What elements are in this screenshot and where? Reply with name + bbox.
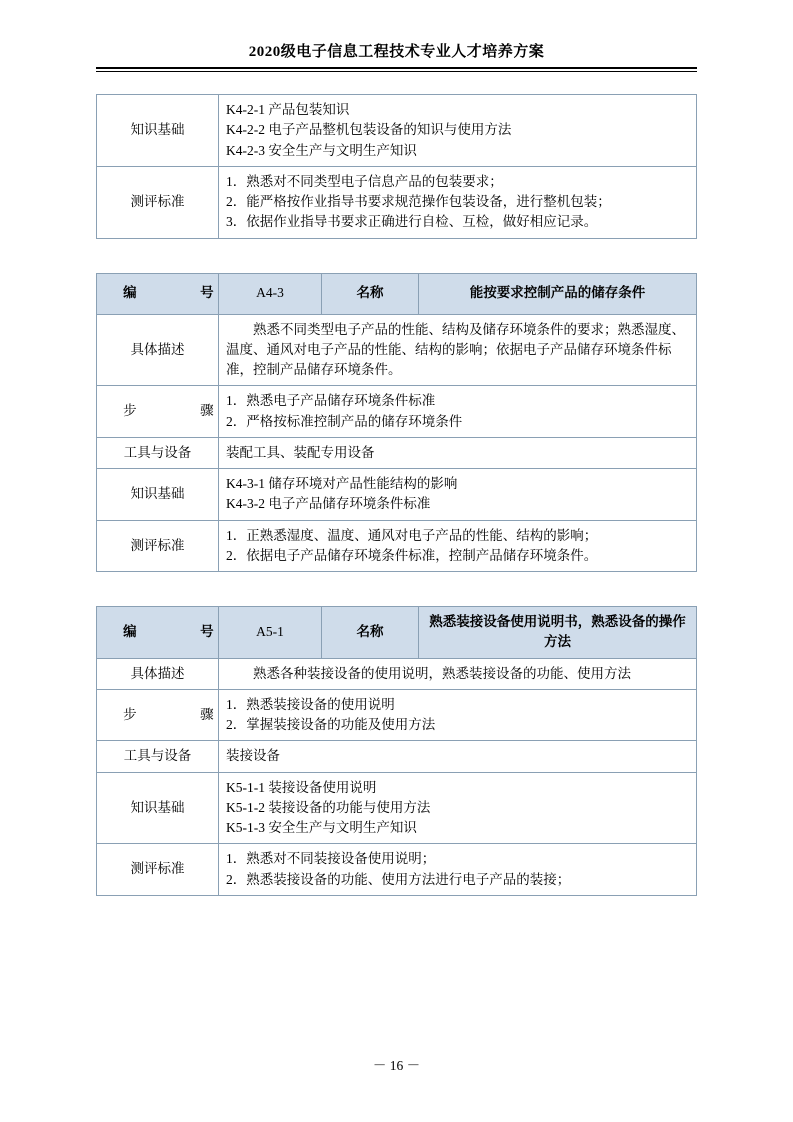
- row-content: [219, 469, 697, 521]
- code-label: 编 号: [97, 607, 219, 659]
- content-line: K5-1-1 装接设备使用说明: [226, 779, 377, 795]
- content-paragraph: 熟悉各种装接设备的使用说明，熟悉装接设备的功能、使用方法: [253, 665, 631, 681]
- table-row: [97, 314, 697, 386]
- row-label: 具体描述: [97, 314, 219, 386]
- name-label: 名称: [322, 607, 419, 659]
- content-line: 装接设备: [226, 748, 280, 764]
- code-value: A5-1: [219, 607, 322, 659]
- content-line: 1．熟悉对不同装接设备使用说明；: [226, 851, 436, 867]
- content-line: 3．依据作业指导书要求正确进行自检、互检，做好相应记录。: [226, 214, 598, 230]
- content-line: K4-2-3 安全生产与文明生产知识: [226, 142, 417, 158]
- competency-table-a5-1: [96, 606, 697, 896]
- content-line: 2．熟悉装接设备的功能、使用方法进行电子产品的装接；: [226, 871, 571, 887]
- row-content: [219, 386, 697, 438]
- content-line: K5-1-3 安全生产与文明生产知识: [226, 820, 417, 835]
- table-row: [97, 658, 697, 689]
- row-label: 具体描述: [97, 658, 219, 689]
- table-row: [97, 772, 697, 844]
- content-line: 2．依据电子产品储存环境条件标准，控制产品储存环境条件。: [226, 547, 598, 563]
- content-line: 1．正熟悉湿度、温度、通风对电子产品的性能、结构的影响；: [226, 527, 598, 543]
- competency-table-a4-2: [96, 94, 697, 239]
- row-content: [219, 314, 697, 386]
- header-divider: [96, 67, 697, 72]
- row-content: [219, 437, 697, 468]
- table-row: [97, 437, 697, 468]
- row-content: [219, 166, 697, 238]
- table-row: [97, 95, 697, 167]
- page-content: [96, 40, 697, 896]
- content-line: K4-3-1 储存环境对产品性能结构的影响: [226, 476, 458, 491]
- row-label: 知识基础: [97, 772, 219, 844]
- page-title: 2020级电子信息工程技术专业人才培养方案: [248, 44, 545, 60]
- table-row: [97, 689, 697, 741]
- content-line: 1．熟悉电子产品储存环境条件标准: [226, 393, 436, 409]
- code-label: 编 号: [97, 273, 219, 314]
- row-label: 测评标准: [97, 166, 219, 238]
- competency-title: 能按要求控制产品的储存条件: [419, 273, 697, 314]
- row-label: 测评标准: [97, 844, 219, 896]
- content-paragraph: 熟悉不同类型电子产品的性能、结构及储存环境条件的要求；熟悉湿度、温度、通风对电子产品的性能、结构的影响；依据电子产品储存环境条件标准，控制产品储存环境条件。: [226, 321, 685, 377]
- table-header-row: [97, 273, 697, 314]
- name-label: 名称: [322, 273, 419, 314]
- competency-title: 熟悉装接设备使用说明书，熟悉设备的操作方法: [419, 607, 697, 659]
- table-row: [97, 469, 697, 521]
- table-row: [97, 741, 697, 772]
- row-label: 知识基础: [97, 95, 219, 167]
- row-label: 步 骤: [97, 689, 219, 741]
- row-content: [219, 95, 697, 167]
- table-header-row: [97, 607, 697, 659]
- competency-table-a4-3: [96, 273, 697, 573]
- page-footer: [0, 1054, 793, 1074]
- row-label: 测评标准: [97, 520, 219, 572]
- table-row: [97, 386, 697, 438]
- table-row: [97, 520, 697, 572]
- table-row: [97, 166, 697, 238]
- row-content: [219, 741, 697, 772]
- row-content: [219, 772, 697, 844]
- row-label: 步 骤: [97, 386, 219, 438]
- content-line: 2．掌握装接设备的功能及使用方法: [226, 717, 436, 732]
- content-line: 2．严格按标准控制产品的储存环境条件: [226, 413, 463, 429]
- page-number: － 16 －: [372, 1058, 421, 1073]
- content-line: K4-2-1 产品包装知识: [226, 102, 350, 117]
- row-label: 工具与设备: [97, 437, 219, 468]
- row-label: 知识基础: [97, 469, 219, 521]
- row-content: [219, 520, 697, 572]
- table-spacer: [96, 572, 697, 606]
- row-content: [219, 844, 697, 896]
- content-line: K5-1-2 装接设备的功能与使用方法: [226, 799, 431, 815]
- content-line: 1．熟悉装接设备的使用说明: [226, 696, 395, 712]
- content-line: 1．熟悉对不同类型电子信息产品的包装要求；: [226, 173, 503, 189]
- row-label: 工具与设备: [97, 741, 219, 772]
- content-line: K4-3-2 电子产品储存环境条件标准: [226, 496, 431, 512]
- content-line: 装配工具、装配专用设备: [226, 444, 375, 460]
- content-line: 2．能严格按作业指导书要求规范操作包装设备，进行整机包装；: [226, 194, 611, 209]
- row-content: [219, 658, 697, 689]
- row-content: [219, 689, 697, 741]
- table-row: [97, 844, 697, 896]
- table-spacer: [96, 239, 697, 273]
- code-value: A4-3: [219, 273, 322, 314]
- content-line: K4-2-2 电子产品整机包装设备的知识与使用方法: [226, 122, 512, 138]
